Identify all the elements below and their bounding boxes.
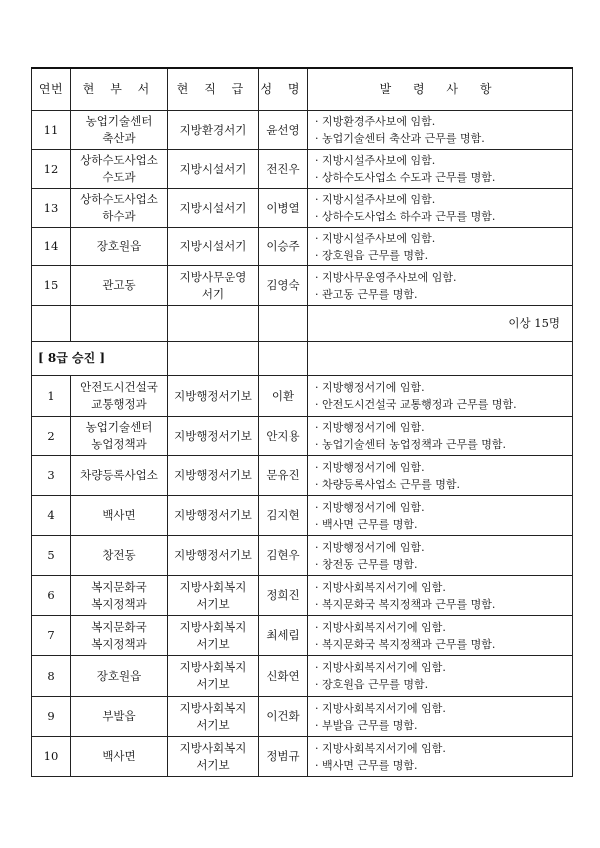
table-row xyxy=(32,697,573,737)
order-line: · 지방시설주사보에 임함. xyxy=(315,193,436,206)
current-department xyxy=(71,189,168,228)
order-line: · 부발읍 근무를 명함. xyxy=(315,718,418,732)
department-line: 복지문화국 xyxy=(91,579,147,594)
header-name: 성 명 xyxy=(259,68,308,111)
current-grade xyxy=(168,189,259,228)
current-department xyxy=(71,536,168,576)
grade-line: 서기보 xyxy=(196,717,230,732)
order-line: · 복지문화국 복지정책과 근무를 명함. xyxy=(315,637,496,651)
row-number: 4 xyxy=(32,496,71,536)
order-line: · 지방사회복지서기에 임함. xyxy=(315,661,446,674)
department-line: 장호원읍 xyxy=(96,239,142,253)
order-line: · 지방행정서기에 임함. xyxy=(315,460,425,474)
header-no: 연번 xyxy=(32,68,71,111)
current-grade xyxy=(168,376,259,417)
order-line: · 상하수도사업소 수도과 근무를 명함. xyxy=(315,171,496,184)
department-line: 수도과 xyxy=(102,170,136,184)
order-line: · 지방사회복지서기에 임함. xyxy=(315,701,446,715)
person-name: 이환 xyxy=(259,376,308,417)
table-row xyxy=(32,536,573,576)
grade-line: 서기보 xyxy=(196,596,230,611)
current-grade xyxy=(168,496,259,536)
grade-line: 지방시설서기 xyxy=(179,200,247,215)
department-line: 복지문화국 xyxy=(91,619,147,634)
section-title: [ 8급 승진 ] xyxy=(32,342,168,376)
appointment-order xyxy=(308,189,573,228)
person-name: 윤선영 xyxy=(259,111,308,150)
person-name: 정범규 xyxy=(259,737,308,777)
row-number: 7 xyxy=(32,616,71,656)
department-line: 안전도시건설국 xyxy=(80,380,158,394)
table-row xyxy=(32,656,573,697)
current-grade xyxy=(168,536,259,576)
order-line: · 장호원읍 근무를 명함. xyxy=(315,248,429,262)
department-line: 관고동 xyxy=(102,278,136,292)
appointment-order xyxy=(308,697,573,737)
table-header-row xyxy=(32,68,573,111)
row-number: 12 xyxy=(32,150,71,189)
order-line: · 백사면 근무를 명함. xyxy=(315,758,418,772)
order-line: · 장호원읍 근무를 명함. xyxy=(315,678,429,691)
table-row xyxy=(32,496,573,536)
order-line: · 안전도시건설국 교통행정과 근무를 명함. xyxy=(315,398,517,411)
row-number: 8 xyxy=(32,656,71,697)
current-department xyxy=(71,496,168,536)
grade-line: 지방사회복지 xyxy=(179,740,247,755)
department-line: 창전동 xyxy=(102,548,136,562)
person-name: 김영숙 xyxy=(259,266,308,306)
appointment-order xyxy=(308,656,573,697)
grade-line: 서기보 xyxy=(196,636,230,651)
department-line: 농업정책과 xyxy=(91,437,147,451)
order-line: · 상하수도사업소 하수과 근무를 명함. xyxy=(315,210,496,223)
grade-line: 지방사회복지 xyxy=(179,619,247,634)
table-row xyxy=(32,266,573,306)
department-line: 하수과 xyxy=(102,209,136,223)
appointment-order xyxy=(308,496,573,536)
department-line: 농업기술센터 xyxy=(85,114,153,128)
department-line: 백사면 xyxy=(102,508,136,522)
order-line: · 농업기술센터 축산과 근무를 명함. xyxy=(315,132,485,145)
table-row xyxy=(32,189,573,228)
department-line: 상하수도사업소 xyxy=(80,153,158,167)
section-row xyxy=(32,342,573,376)
department-line: 교통행정과 xyxy=(91,397,147,411)
grade-line: 서기보 xyxy=(196,677,230,691)
current-department xyxy=(71,417,168,456)
grade-line: 지방행정서기보 xyxy=(174,388,252,403)
row-number: 3 xyxy=(32,456,71,496)
order-line: · 지방환경주사보에 임함. xyxy=(315,115,436,128)
order-line: · 백사면 근무를 명함. xyxy=(315,517,418,531)
grade-line: 지방행정서기보 xyxy=(174,508,252,522)
appointment-order xyxy=(308,417,573,456)
current-grade xyxy=(168,228,259,266)
current-department xyxy=(71,456,168,496)
table-row xyxy=(32,456,573,496)
table-row xyxy=(32,376,573,417)
order-line: · 지방행정서기에 임함. xyxy=(315,381,425,394)
table-row xyxy=(32,576,573,616)
table-row xyxy=(32,228,573,266)
department-line: 백사면 xyxy=(102,749,136,763)
order-line: · 지방행정서기에 임함. xyxy=(315,500,425,514)
row-number: 6 xyxy=(32,576,71,616)
order-line: · 관고동 근무를 명함. xyxy=(315,287,418,301)
department-line: 상하수도사업소 xyxy=(80,192,158,206)
grade-line: 지방사회복지 xyxy=(179,700,247,715)
appointment-order xyxy=(308,456,573,496)
table-row xyxy=(32,616,573,656)
department-line: 장호원읍 xyxy=(96,668,142,683)
grade-line: 지방사회복지 xyxy=(179,660,247,674)
grade-line: 지방환경서기 xyxy=(179,122,247,137)
order-line: · 창전동 근무를 명함. xyxy=(315,557,418,571)
row-number: 2 xyxy=(32,417,71,456)
person-name: 정희진 xyxy=(259,576,308,616)
current-grade xyxy=(168,266,259,306)
order-line: · 지방행정서기에 임함. xyxy=(315,540,425,554)
current-department xyxy=(71,228,168,266)
current-department xyxy=(71,697,168,737)
current-grade xyxy=(168,576,259,616)
appointment-order xyxy=(308,576,573,616)
order-line: · 지방시설주사보에 임함. xyxy=(315,154,436,167)
current-grade xyxy=(168,616,259,656)
person-name: 안지용 xyxy=(259,417,308,456)
header-order: 발 령 사 항 xyxy=(308,68,573,111)
appointment-order xyxy=(308,536,573,576)
header-grade: 현 직 급 xyxy=(168,68,259,111)
grade-line: 서기 xyxy=(201,286,225,301)
appointment-order xyxy=(308,111,573,150)
grade-line: 서기보 xyxy=(196,757,230,772)
person-name: 김지현 xyxy=(259,496,308,536)
order-line: · 차량등록사업소 근무를 명함. xyxy=(315,477,460,491)
appointment-order xyxy=(308,376,573,417)
person-name: 전진우 xyxy=(259,150,308,189)
table-row xyxy=(32,150,573,189)
table-row xyxy=(32,737,573,777)
current-department xyxy=(71,576,168,616)
department-line: 차량등록사업소 xyxy=(80,468,158,482)
department-line: 농업기술센터 xyxy=(85,420,153,434)
department-line: 축산과 xyxy=(102,131,136,145)
appointment-order xyxy=(308,266,573,306)
order-line: · 지방사회복지서기에 임함. xyxy=(315,741,446,755)
person-name: 최세림 xyxy=(259,616,308,656)
order-line: · 지방사회복지서기에 임함. xyxy=(315,620,446,634)
department-line: 부발읍 xyxy=(102,709,136,723)
row-number: 11 xyxy=(32,111,71,150)
table-row xyxy=(32,417,573,456)
order-line: · 지방시설주사보에 임함. xyxy=(315,231,436,245)
order-line: · 지방사무운영주사보에 임함. xyxy=(315,270,457,284)
grade-line: 지방행정서기보 xyxy=(174,428,252,443)
current-department xyxy=(71,737,168,777)
row-number: 15 xyxy=(32,266,71,306)
order-line: · 지방사회복지서기에 임함. xyxy=(315,580,446,594)
grade-line: 지방시설서기 xyxy=(179,161,247,176)
current-grade xyxy=(168,697,259,737)
current-department xyxy=(71,150,168,189)
person-name: 이건화 xyxy=(259,697,308,737)
current-grade xyxy=(168,656,259,697)
grade-line: 지방행정서기보 xyxy=(174,548,252,562)
person-name: 김현우 xyxy=(259,536,308,576)
grade-line: 지방사회복지 xyxy=(179,579,247,594)
current-grade xyxy=(168,150,259,189)
current-grade xyxy=(168,737,259,777)
order-line: · 지방행정서기에 임함. xyxy=(315,421,425,434)
person-name: 문유진 xyxy=(259,456,308,496)
current-department xyxy=(71,266,168,306)
group2-body xyxy=(32,376,573,777)
grade-line: 지방사무운영 xyxy=(179,269,247,284)
appointment-order xyxy=(308,616,573,656)
row-number: 1 xyxy=(32,376,71,417)
total-count: 이상 15명 xyxy=(308,306,573,342)
current-department xyxy=(71,656,168,697)
current-grade xyxy=(168,111,259,150)
row-number: 10 xyxy=(32,737,71,777)
row-number: 13 xyxy=(32,189,71,228)
person-name: 이병열 xyxy=(259,189,308,228)
current-department xyxy=(71,616,168,656)
order-line: · 농업기술센터 농업정책과 근무를 명함. xyxy=(315,438,506,451)
row-number: 14 xyxy=(32,228,71,266)
appointment-order xyxy=(308,150,573,189)
current-grade xyxy=(168,417,259,456)
group1-body xyxy=(32,111,573,306)
personnel-order-table xyxy=(31,67,573,777)
appointment-order xyxy=(308,228,573,266)
grade-line: 지방시설서기 xyxy=(179,239,247,253)
grade-line: 지방행정서기보 xyxy=(174,468,252,482)
person-name: 신화연 xyxy=(259,656,308,697)
person-name: 이승주 xyxy=(259,228,308,266)
department-line: 복지정책과 xyxy=(91,636,147,651)
header-dept: 현 부 서 xyxy=(71,68,168,111)
total-row xyxy=(32,306,573,342)
row-number: 5 xyxy=(32,536,71,576)
department-line: 복지정책과 xyxy=(91,596,147,611)
current-department xyxy=(71,376,168,417)
order-line: · 복지문화국 복지정책과 근무를 명함. xyxy=(315,597,496,611)
current-department xyxy=(71,111,168,150)
row-number: 9 xyxy=(32,697,71,737)
current-grade xyxy=(168,456,259,496)
appointment-order xyxy=(308,737,573,777)
table-row xyxy=(32,111,573,150)
